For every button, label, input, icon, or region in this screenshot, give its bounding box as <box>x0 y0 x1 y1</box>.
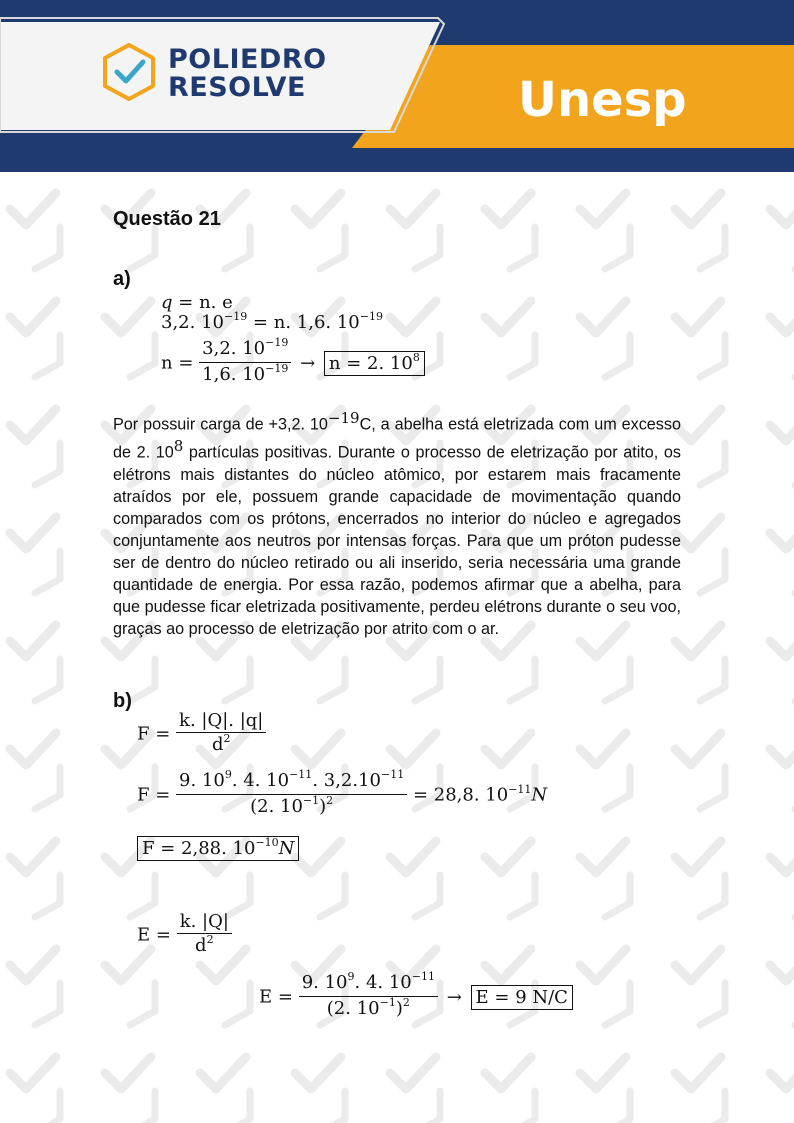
part-b-label: b) <box>113 690 132 712</box>
eq-a3-result-exp: 8 <box>412 350 420 364</box>
eq-b2-rhs-unit: N <box>531 784 548 806</box>
eq-a3-num-exp: −19 <box>265 336 289 349</box>
eq-b1-fraction <box>176 710 266 759</box>
eq-a2-part1: 3,2. 10 <box>161 312 224 333</box>
para-text-1: Por possuir carga de +3,2. 10 <box>113 415 328 434</box>
eq-b2-den-b: ) <box>319 796 327 817</box>
eq-a3-result: n = 2. 10 <box>328 352 413 374</box>
equation-b4 <box>137 911 232 960</box>
eq-a3-lhs: n = <box>161 352 194 374</box>
eq-b1-numerator: k. |Q|. |q| <box>176 710 266 733</box>
eq-b2-num-a: 9. 10 <box>179 770 225 791</box>
para-exp-1: −19 <box>327 409 360 427</box>
result-box-force <box>137 836 299 861</box>
eq-b1-den-exp: 2 <box>223 732 231 745</box>
equation-a1 <box>161 292 233 313</box>
equation-a3 <box>161 338 425 389</box>
eq-b4-numerator: k. |Q| <box>177 911 232 934</box>
equation-b3 <box>137 836 299 861</box>
part-a-label: a) <box>113 268 131 290</box>
equation-b2 <box>137 770 547 821</box>
eq-b5-num-a: 9. 10 <box>301 972 348 993</box>
para-text-3: partículas positivas. Durante o processo de eletrização por atito, os elétrons mais distantes do núcleo atômico, por estarem mais fracamente atraídos por ele, possuem grande capacidade de movimentação quando comparados com os prótons, encerrados no interior do núcleo e agregados conjuntamente aos neutros por intensas forças. Para que um próton pudesse ser de dentro do núcleo retirado ou ali inserido, seria necessária uma grande quantidade de energia. Por essa razão, podemos afirmar que a abelha, para que pudesse ficar eletrizada positivamente, perdeu elétrons durante o seu voo, graças ao processo de eletrização por atrito com o ar. <box>113 443 681 638</box>
eq-a3-numerator: 3,2. 10 <box>202 338 266 359</box>
eq-a3-den-exp: −19 <box>265 362 289 375</box>
eq-b4-denominator: d <box>195 935 207 956</box>
eq-b1-lhs: F = <box>137 723 171 745</box>
eq-b5-den-e1: −1 <box>379 996 396 1009</box>
eq-b2-num-e3: −11 <box>381 768 405 781</box>
eq-b1-denominator: d <box>211 734 224 755</box>
equation-a2 <box>161 312 383 333</box>
eq-a1-lhs: q <box>161 292 173 313</box>
brand-line-2: RESOLVE <box>168 72 306 103</box>
eq-b5-den-a: (2. 10 <box>326 998 380 1019</box>
eq-b2-rhs: = 28,8. 10 <box>412 784 509 806</box>
part-a-explanation <box>113 407 681 640</box>
eq-a2-part2: = n. 1,6. 10 <box>247 312 360 333</box>
equation-b5 <box>259 972 573 1023</box>
eq-b2-lhs: F = <box>137 784 171 806</box>
eq-b2-den-e1: −1 <box>302 794 320 807</box>
eq-b2-rhs-exp: −11 <box>508 782 532 796</box>
eq-b3-unit: N <box>278 838 295 859</box>
eq-b5-num-e2: −11 <box>411 970 435 983</box>
eq-b5-fraction <box>299 972 438 1023</box>
para-exp-2: 8 <box>173 437 184 456</box>
para-text-2: C, a abelha está eletrizada com um excesso de 2. 10 <box>113 415 681 462</box>
eq-b2-num-e2: −11 <box>289 768 313 781</box>
eq-a2-exp1: −19 <box>223 310 248 323</box>
eq-b2-num-c: . 3,2.10 <box>312 770 382 791</box>
question-title: Questão 21 <box>113 208 221 230</box>
eq-b5-lhs: E = <box>259 986 293 1008</box>
eq-b2-num-b: . 4. 10 <box>231 770 290 791</box>
equation-b1 <box>137 710 266 759</box>
arrow-icon: → <box>446 986 462 1008</box>
eq-a3-denominator: 1,6. 10 <box>202 364 266 385</box>
eq-b3-result: F = 2,88. 10 <box>142 838 256 859</box>
eq-b2-fraction <box>176 770 407 821</box>
eq-b4-lhs: E = <box>137 924 171 946</box>
eq-b5-num-b: . 4. 10 <box>354 972 412 993</box>
eq-b2-den-e2: 2 <box>326 794 334 807</box>
result-box-n <box>324 351 425 376</box>
eq-b5-num-e1: 9 <box>347 970 355 983</box>
brand-line-1: POLIEDRO <box>168 44 327 75</box>
eq-b2-den-a: (2. 10 <box>250 796 303 817</box>
eq-b2-num-e1: 9 <box>224 768 232 781</box>
exam-name: Unesp <box>518 72 687 128</box>
eq-b4-fraction <box>177 911 232 960</box>
eq-a1-rhs: = n. e <box>178 292 233 313</box>
eq-a3-fraction <box>199 338 291 389</box>
eq-b5-den-e2: 2 <box>402 996 410 1009</box>
arrow-icon: → <box>300 352 316 374</box>
eq-b3-exp: −10 <box>255 836 279 849</box>
result-box-field: E = 9 N/C <box>471 985 573 1010</box>
eq-a2-exp2: −19 <box>359 310 383 323</box>
eq-b4-den-exp: 2 <box>206 933 214 946</box>
eq-b5-den-b: ) <box>395 998 403 1019</box>
